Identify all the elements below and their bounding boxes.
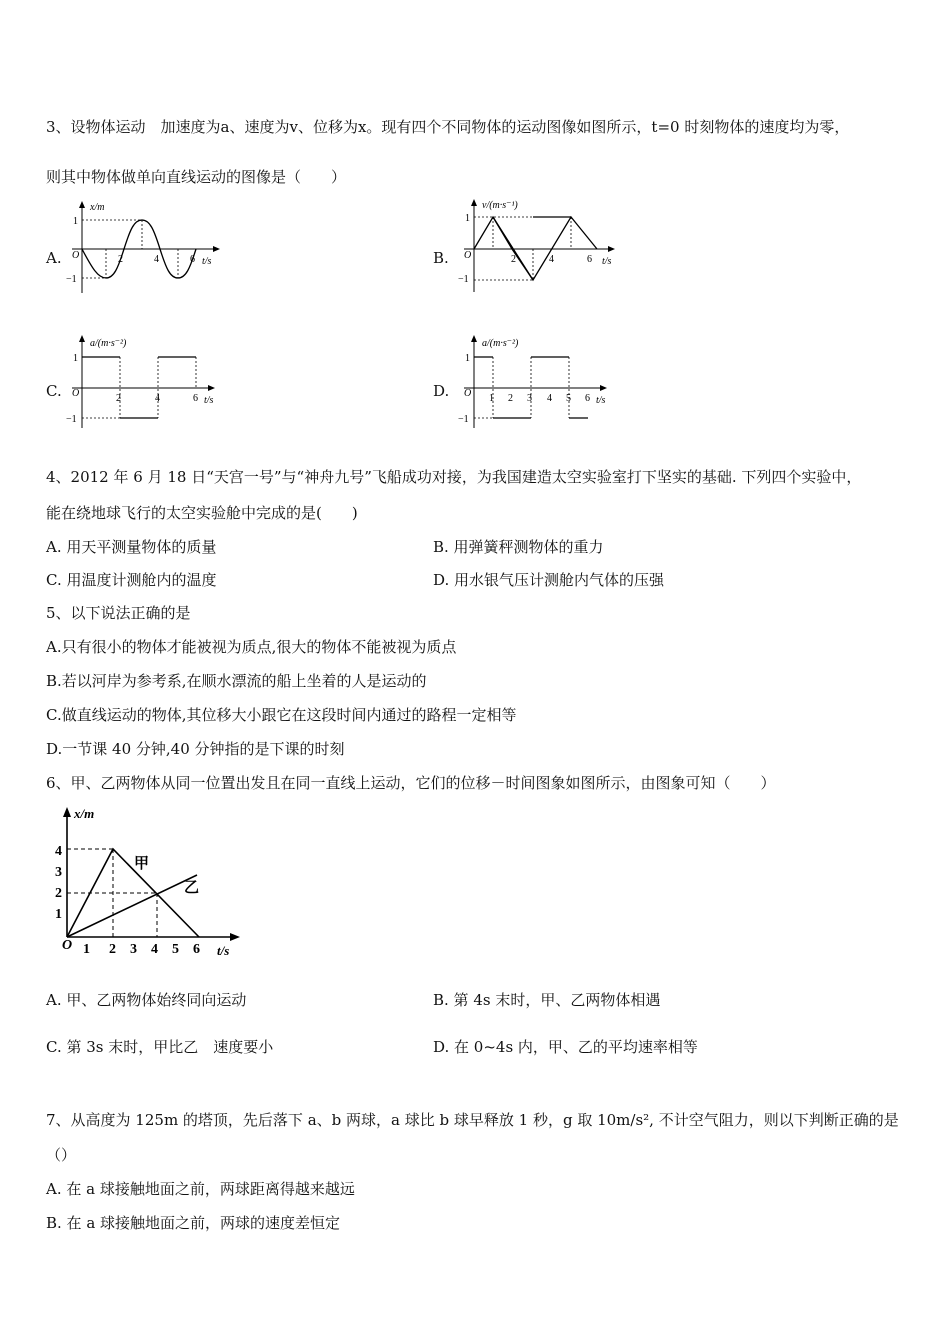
q6-line-yi (67, 875, 200, 937)
q6-ytick-2: 2 (55, 886, 62, 901)
q3-d-ytick-1: 1 (465, 353, 470, 364)
q3-graph-b (452, 196, 627, 296)
q4-option-a: A. 用天平测量物体的质量 (46, 538, 217, 556)
q3-b-xtick-4: 4 (549, 254, 554, 265)
q6-option-c: C. 第 3s 末时，甲比乙 速度要小 (46, 1038, 274, 1056)
q3-b-ytick-neg1: −1 (458, 274, 469, 285)
q3-b-ytick-1: 1 (465, 213, 470, 224)
q6-option-a: A. 甲、乙两物体始终同向运动 (46, 991, 247, 1009)
q3-option-a-label: A. (46, 249, 62, 267)
q3-c-xtick-6: 6 (193, 393, 198, 404)
q3-a-ytick-neg1: −1 (66, 274, 77, 285)
q3-graph-a (62, 198, 232, 298)
q3-option-c-label: C. (46, 382, 62, 400)
q3-c-ylabel: a/(m·s⁻²) (90, 338, 127, 349)
q6-option-d: D. 在 0~4s 内，甲、乙的平均速率相等 (433, 1038, 698, 1056)
q3-d-origin: O (464, 388, 472, 399)
q3-a-ytick-1: 1 (73, 216, 78, 227)
q3-c-xtick-4: 4 (155, 393, 160, 404)
q3-d-ytick-neg1: −1 (458, 414, 469, 425)
q5-option-a: A.只有很小的物体才能被视为质点,很大的物体不能被视为质点 (46, 638, 457, 656)
q5-option-d: D.一节课 40 分钟,40 分钟指的是下课的时刻 (46, 740, 345, 758)
q3-b-ylabel: v/(m·s⁻¹) (482, 200, 518, 211)
q7-option-b: B. 在 a 球接触地面之前，两球的速度差恒定 (46, 1214, 341, 1232)
q3-stem-line2: 则其中物体做单向直线运动的图像是（ ） (46, 168, 347, 186)
q3-b-xtick-6: 6 (587, 254, 592, 265)
q3-d-xtick-5: 5 (566, 393, 571, 404)
q6-ytick-3: 3 (55, 865, 62, 880)
q3-d-xtick-3: 3 (527, 393, 532, 404)
q3-a-ylabel: x/m (90, 202, 105, 213)
q6-label-yi: 乙 (184, 880, 200, 896)
q3-c-xlabel: t/s (204, 395, 214, 406)
q3-d-xlabel: t/s (596, 395, 606, 406)
q3-b-xlabel: t/s (602, 256, 612, 267)
q7-stem-line2: （） (46, 1146, 77, 1164)
q5-option-c: C.做直线运动的物体,其位移大小跟它在这段时间内通过的路程一定相等 (46, 706, 517, 724)
q4-stem-line1: 4、2012 年 6 月 18 日“天宫一号”与“神舟九号”飞船成功对接，为我国建造太空实验室打下坚实的基础. 下列四个实验中， (46, 468, 862, 486)
q6-xtick-4: 4 (151, 942, 158, 957)
q4-stem-line2: 能在绕地球飞行的太空实验舱中完成的是( ) (46, 504, 358, 522)
q6-origin: O (62, 938, 73, 953)
q3-a-xtick-4: 4 (154, 254, 159, 265)
q6-option-b: B. 第 4s 末时，甲、乙两物体相遇 (433, 991, 661, 1009)
q6-xtick-5: 5 (172, 942, 179, 957)
q6-xtick-6: 6 (193, 942, 200, 957)
q3-c-xtick-2: 2 (116, 393, 121, 404)
q6-xtick-2: 2 (109, 942, 116, 957)
q5-option-b: B.若以河岸为参考系,在顺水漂流的船上坐着的人是运动的 (46, 672, 427, 690)
q3-a-xlabel: t/s (202, 256, 212, 267)
q3-graph-d (452, 330, 622, 430)
q3-d-xtick-1: 1 (489, 393, 494, 404)
q3-d-xtick-6: 6 (585, 393, 590, 404)
q6-stem: 6、甲、乙两物体从同一位置出发且在同一直线上运动，它们的位移－时间图象如图所示，由图象可知（ ） (46, 774, 776, 792)
q3-a-xtick-6: 6 (190, 254, 195, 265)
q5-stem: 5、以下说法正确的是 (46, 604, 191, 622)
q6-ytick-4: 4 (55, 844, 62, 859)
q3-d-ylabel: a/(m·s⁻²) (482, 338, 519, 349)
q7-option-a: A. 在 a 球接触地面之前，两球距离得越来越远 (46, 1180, 355, 1198)
q4-option-b: B. 用弹簧秤测物体的重力 (433, 538, 604, 556)
q6-xlabel: t/s (217, 943, 230, 958)
q3-c-ytick-1: 1 (73, 353, 78, 364)
q3-d-xtick-4: 4 (547, 393, 552, 404)
q4-option-d: D. 用水银气压计测舱内气体的压强 (433, 571, 665, 589)
q3-stem-line1: 3、设物体运动 加速度为a、速度为v、位移为x。现有四个不同物体的运动图像如图所示，t=0 时刻物体的速度均为零， (46, 118, 850, 136)
q3-d-xtick-2: 2 (508, 393, 513, 404)
q6-xtick-3: 3 (130, 942, 137, 957)
q3-option-d-label: D. (433, 382, 450, 400)
q6-graph (52, 802, 252, 964)
q6-label-jia: 甲 (134, 856, 150, 872)
q3-b-xtick-2: 2 (511, 254, 516, 265)
q7-stem-line1: 7、从高度为 125m 的塔顶，先后落下 a、b 两球，a 球比 b 球早释放 1 秒，g 取 10m/s², 不计空气阻力，则以下判断正确的是 (46, 1111, 899, 1129)
q3-option-b-label: B. (433, 249, 449, 267)
q6-ylabel: x/m (74, 806, 95, 821)
q3-a-xtick-2: 2 (118, 254, 123, 265)
q3-a-origin: O (72, 250, 80, 261)
q3-b-origin: O (464, 250, 472, 261)
q3-c-ytick-neg1: −1 (66, 414, 77, 425)
q6-xtick-1: 1 (83, 942, 90, 957)
q3-graph-c (60, 330, 230, 430)
q4-option-c: C. 用温度计测舱内的温度 (46, 571, 217, 589)
q6-ytick-1: 1 (55, 907, 62, 922)
q3-c-origin: O (72, 388, 80, 399)
